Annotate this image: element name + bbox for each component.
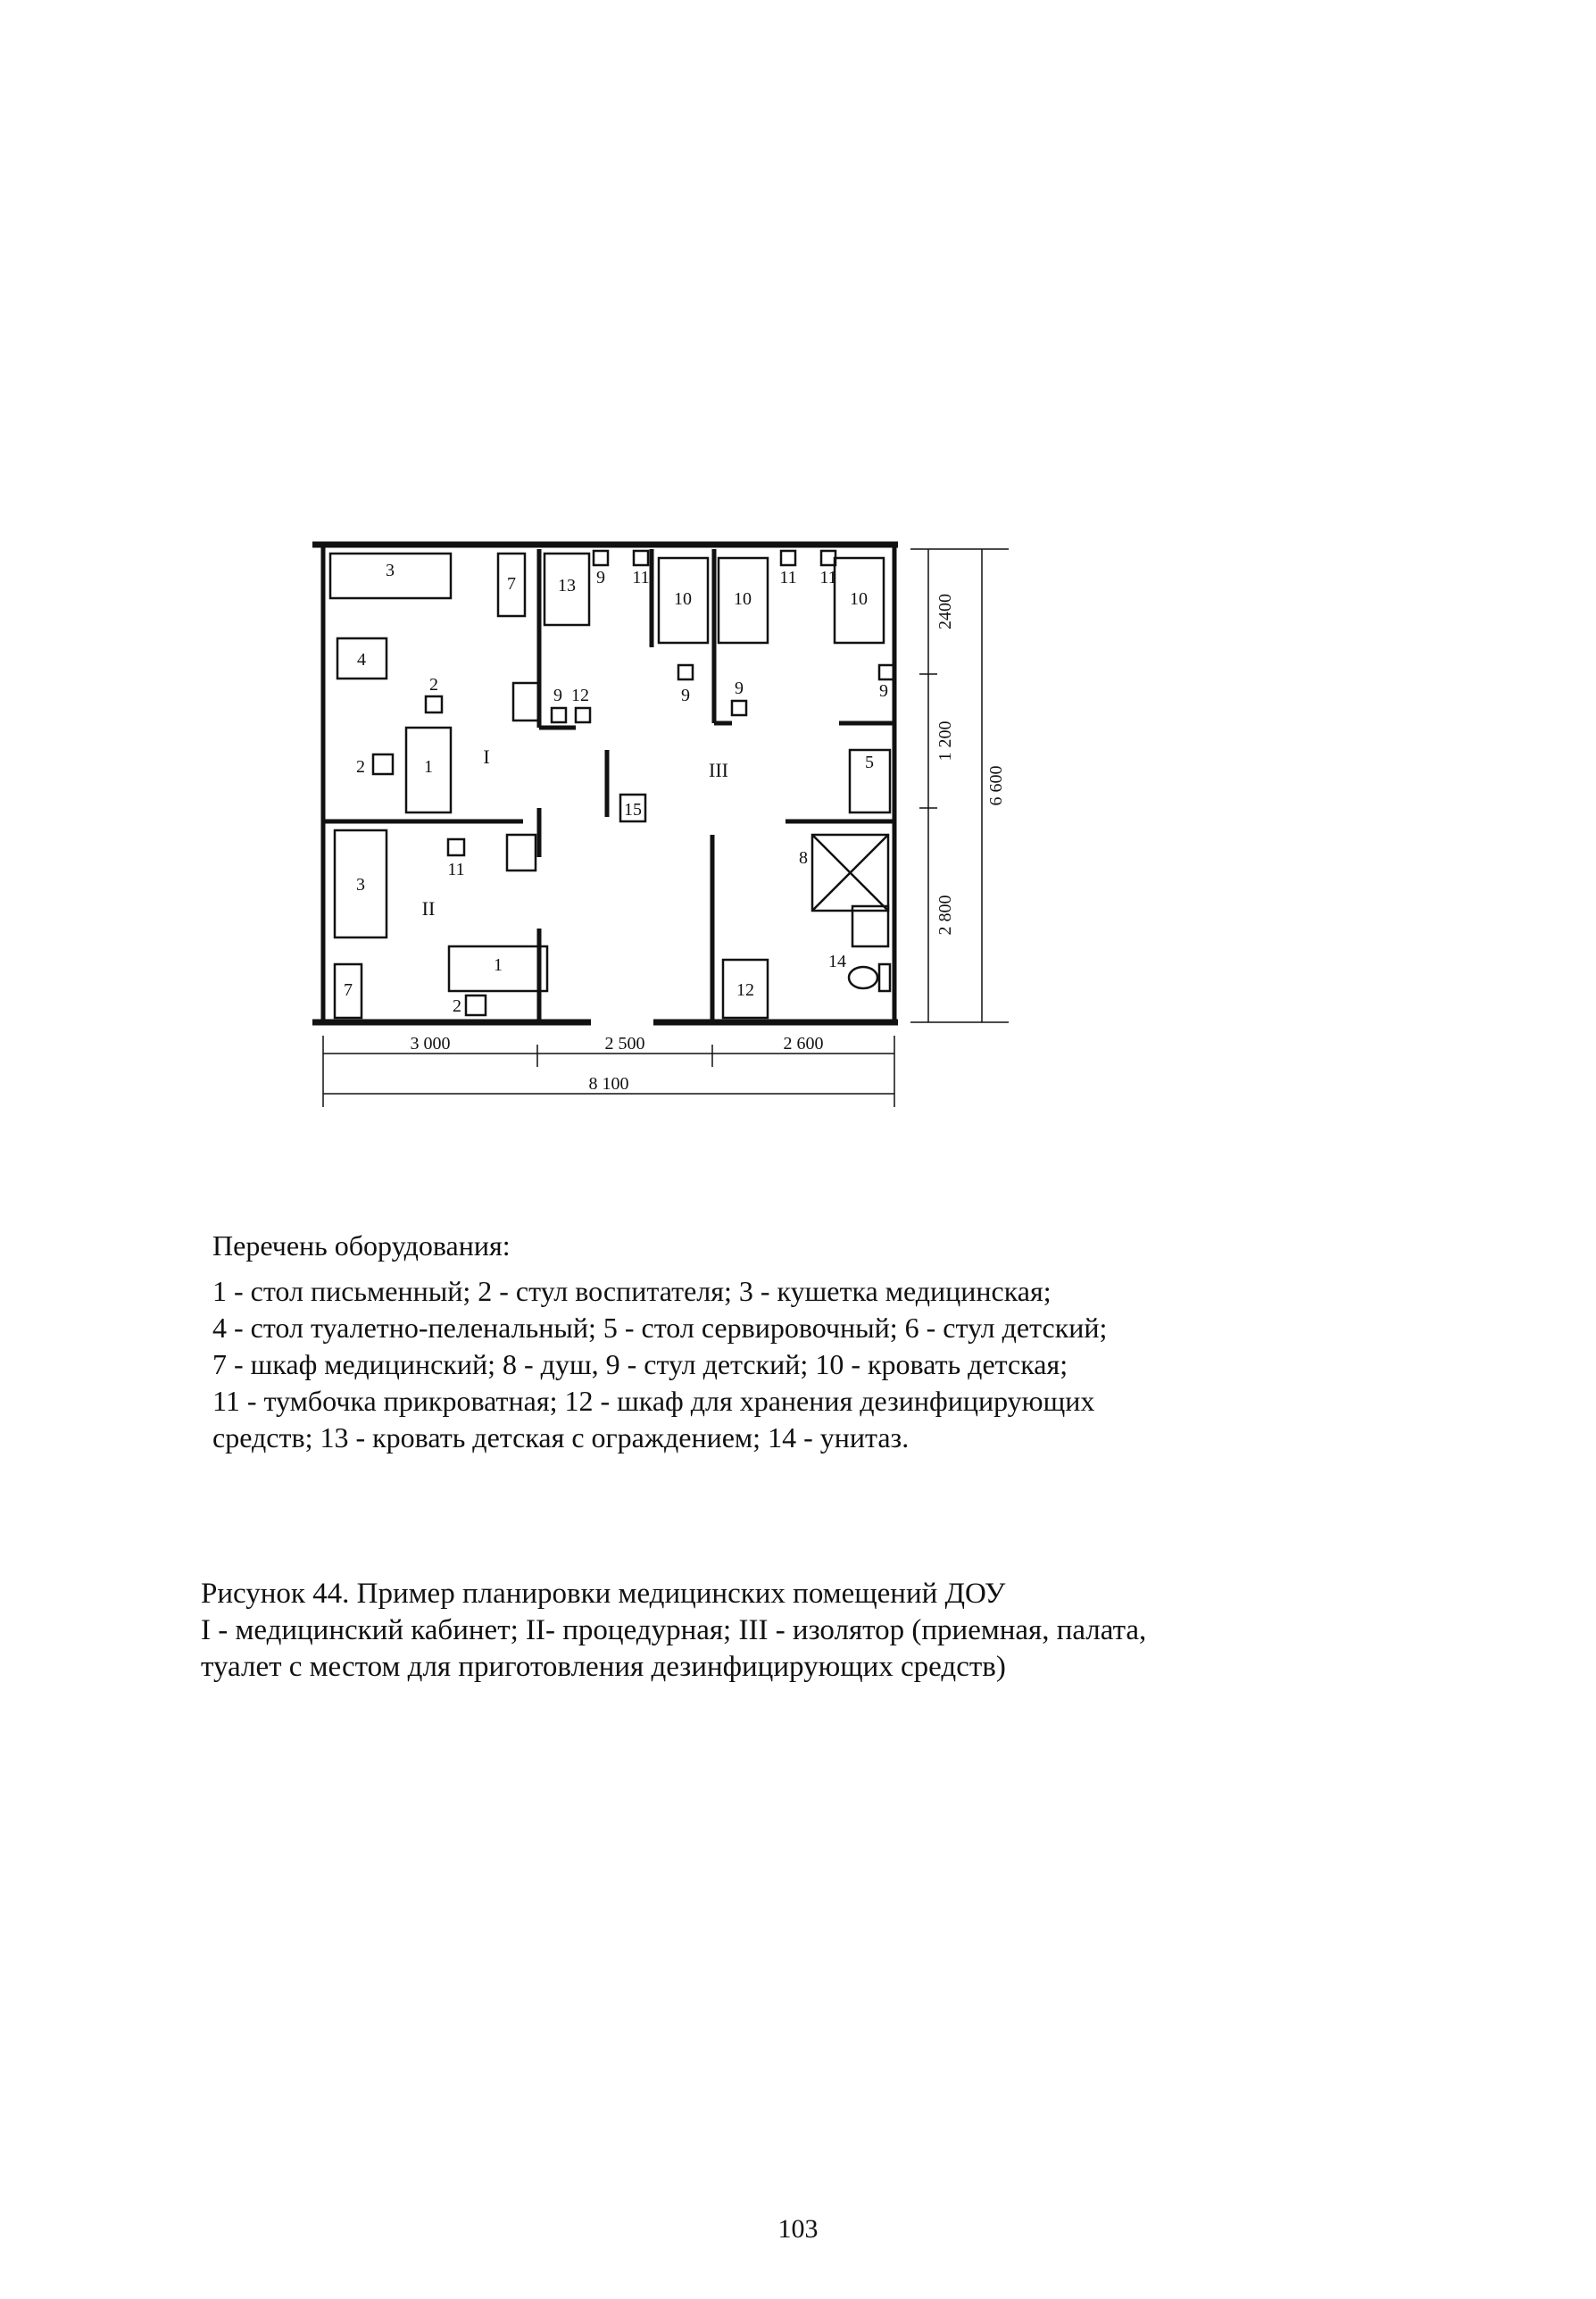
dimension-8100: 8 100	[588, 1074, 629, 1094]
plan-number-11: 11	[632, 568, 650, 587]
plan-number-12: 12	[736, 980, 754, 1000]
plan-number-10: 10	[734, 589, 752, 609]
dimension-3000: 3 000	[410, 1034, 451, 1054]
dimension-2800: 2 800	[935, 895, 955, 936]
plan-number-14: 14	[828, 952, 846, 971]
dimension-2600: 2 600	[783, 1034, 824, 1054]
caption-line: I - медицинский кабинет; II- процедурная; III - изолятор (приемная, палата,	[201, 1614, 1147, 1646]
plan-number-2: 2	[429, 675, 438, 695]
room-label-iii: III	[709, 759, 728, 781]
floor-plan-drawing	[303, 522, 1053, 1147]
room-label-ii: II	[421, 897, 436, 920]
plan-room-labels	[422, 746, 728, 920]
caption-title: Рисунок 44. Пример планировки медицинских помещений ДОУ	[201, 1578, 1006, 1610]
plan-number-11: 11	[819, 568, 837, 587]
plan-number-9: 9	[596, 568, 605, 587]
plan-number-2: 2	[356, 757, 365, 777]
plan-number-13: 13	[558, 576, 576, 596]
legend-line: средств; 13 - кровать детская с ограждением; 14 - унитаз.	[212, 1421, 910, 1454]
plan-number-12: 12	[571, 686, 589, 705]
plan-walls	[312, 545, 898, 1022]
plan-number-7: 7	[507, 574, 516, 594]
plan-number-9: 9	[553, 686, 562, 705]
plan-number-4: 4	[357, 650, 366, 670]
dimension-1200: 1 200	[935, 721, 955, 762]
plan-equipment	[330, 551, 894, 1018]
plan-item-numbers	[344, 561, 888, 1016]
plan-number-9: 9	[681, 686, 690, 705]
legend-heading: Перечень оборудования:	[212, 1229, 511, 1262]
plan-number-10: 10	[850, 589, 868, 609]
plan-number-1: 1	[424, 757, 433, 777]
plan-number-11: 11	[447, 860, 465, 879]
legend-line: 11 - тумбочка прикроватная; 12 - шкаф для хранения дезинфицирующих	[212, 1385, 1095, 1417]
plan-number-9: 9	[879, 681, 888, 701]
dimension-texts	[411, 594, 1007, 1094]
dimension-2500: 2 500	[604, 1034, 645, 1054]
equipment-legend	[212, 1228, 1284, 1456]
figure-caption	[201, 1576, 1361, 1686]
plan-number-8: 8	[799, 848, 808, 868]
plan-number-3: 3	[386, 561, 395, 580]
dimension-6600: 6 600	[986, 765, 1006, 806]
legend-line: 1 - стол письменный; 2 - стул воспитателя; 3 - кушетка медицинская;	[212, 1275, 1052, 1307]
plan-number-2: 2	[453, 996, 461, 1016]
room-label-i: I	[483, 746, 490, 768]
legend-line: 7 - шкаф медицинский; 8 - душ, 9 - стул детский; 10 - кровать детская;	[212, 1348, 1068, 1380]
plan-number-11: 11	[779, 568, 797, 587]
legend-line: 4 - стол туалетно-пеленальный; 5 - стол сервировочный; 6 - стул детский;	[212, 1312, 1108, 1344]
dimension-2400: 2400	[935, 594, 955, 629]
page-number: 103	[777, 2214, 819, 2244]
plan-number-15: 15	[624, 800, 642, 820]
plan-number-3: 3	[356, 875, 365, 895]
plan-number-10: 10	[674, 589, 692, 609]
plan-number-5: 5	[865, 753, 874, 772]
plan-number-1: 1	[494, 955, 503, 975]
caption-line: туалет с местом для приготовления дезинфицирующих средств)	[201, 1651, 1006, 1683]
plan-number-9: 9	[735, 679, 744, 698]
plan-number-7: 7	[344, 980, 353, 1000]
